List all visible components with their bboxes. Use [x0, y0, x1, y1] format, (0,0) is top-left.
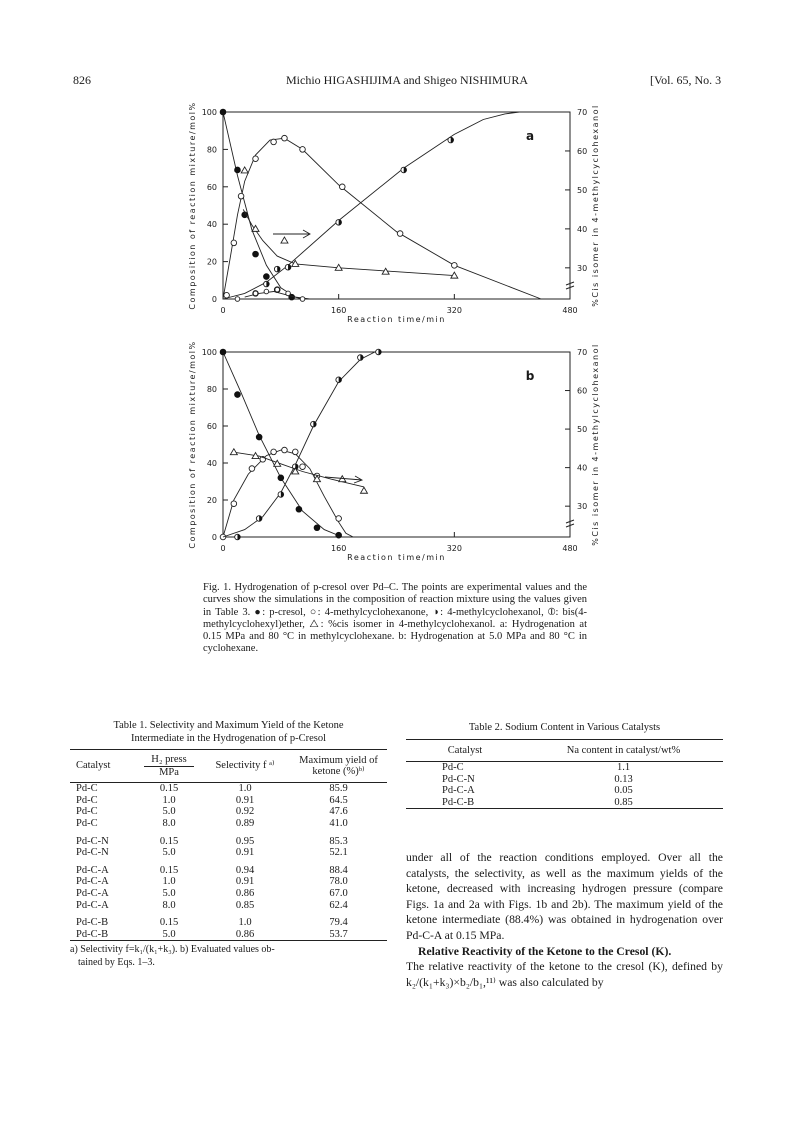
page-number: 826 [73, 73, 91, 87]
table-2-title: Table 2. Sodium Content in Various Catalysts [468, 722, 661, 733]
max-yield-cell: 41.0 [329, 817, 348, 829]
x-axis-label: Reaction time/min [347, 315, 446, 324]
data-point-open [235, 297, 240, 302]
catalyst-cell: Pd-C [76, 783, 98, 795]
x-axis-label: Reaction time/min [347, 553, 446, 562]
na-content-cell: 1.1 [616, 762, 631, 774]
data-point-open [238, 193, 244, 199]
data-point-filled [253, 251, 259, 257]
table-2-header-catalyst: Catalyst [447, 744, 483, 756]
selectivity-cell: 0.85 [235, 899, 255, 911]
data-point-filled [235, 167, 241, 173]
data-point-open [397, 231, 403, 237]
table-1-title-line2: Intermediate in the Hydrogenation of p-Cresol [130, 732, 327, 744]
selectivity-cell: 0.91 [235, 794, 255, 806]
data-point-triangle [230, 449, 237, 455]
data-point-triangle [360, 487, 367, 493]
pressure-cell: 0.15 [159, 864, 179, 876]
data-point-open [286, 291, 291, 296]
figure-caption-text: Hydrogenation of p-cresol over Pd–C. The points are experimental values and the curves show the simulations in the composition of reaction mixture using the values given in Table 3. ●: p-cresol, ○: 4-methylcyclohexanone, ◑: 4-methylcyclohexanol, ⦶: bis(4-methylcyclohexyl)ether, △: %cis isomer in 4-methylcyclohexanol. a: Hydrogenation at 0.15 MPa and 80 °C in methylcyclohexane. b: Hydrogenation at 5.0 MPa and 80 °C in cyclohexane. [203, 582, 587, 655]
table-row [70, 836, 387, 848]
y2-tick-label: 70 [577, 108, 588, 117]
na-content-cell: 0.13 [614, 773, 633, 785]
data-point-open [452, 263, 458, 269]
data-point-filled [296, 506, 302, 512]
catalyst-cell: Pd-C-B [76, 928, 109, 940]
pressure-cell: 1.0 [162, 794, 176, 806]
table-row [70, 929, 387, 941]
pressure-cell: 8.0 [162, 899, 176, 911]
data-point-filled [336, 532, 342, 538]
catalyst-cell: Pd-C-B [442, 796, 475, 808]
figure-1a [175, 100, 615, 340]
max-yield-cell: 52.1 [329, 847, 348, 859]
catalyst-cell: Pd-C-A [76, 876, 109, 888]
pressure-cell: 5.0 [162, 806, 176, 818]
pressure-cell: 5.0 [162, 928, 176, 940]
selectivity-cell: 0.94 [235, 864, 255, 876]
y2-tick-label: 30 [577, 263, 588, 273]
series-curve [243, 209, 454, 275]
catalyst-cell: Pd-C-N [76, 847, 109, 859]
table-row [70, 865, 387, 877]
selectivity-cell: 0.86 [235, 928, 255, 940]
table-1-title-line1: Table 1. Selectivity and Maximum Yield of the Ketone [113, 720, 344, 731]
catalyst-cell: Pd-C-A [442, 785, 475, 797]
data-point-open [253, 156, 259, 162]
data-point-filled [256, 434, 262, 440]
data-point-filled [235, 392, 241, 398]
y-tick-label: 60 [206, 422, 217, 431]
figure-1b [175, 340, 615, 570]
selectivity-cell: 1.0 [238, 783, 252, 795]
table-1-grid [70, 749, 387, 941]
selectivity-cell: 0.86 [235, 887, 255, 899]
table-row [70, 847, 387, 859]
data-point-open [271, 449, 277, 455]
max-yield-cell: 47.6 [329, 806, 348, 818]
data-point-open [275, 287, 280, 292]
max-yield-cell: 67.0 [329, 887, 348, 899]
data-point-open [249, 466, 255, 472]
y2-tick-label: 70 [577, 348, 588, 357]
data-point-open [253, 291, 258, 296]
table-1-footnote-line1: a) Selectivity f=k₁/(k₁+k₃). b) Evaluated values ob- [70, 944, 275, 956]
table-row [406, 762, 723, 774]
data-point-open [271, 139, 277, 145]
table-row [406, 797, 723, 809]
table-row [406, 785, 723, 797]
max-yield-cell: 64.5 [329, 794, 348, 806]
body-text [406, 850, 723, 990]
series-curve [223, 450, 353, 537]
selectivity-cell: 0.92 [235, 806, 255, 818]
x-tick-label: 160 [331, 544, 347, 553]
selectivity-cell: 0.95 [235, 835, 255, 847]
x-tick-label: 480 [562, 306, 578, 315]
catalyst-cell: Pd-C [442, 762, 464, 774]
catalyst-cell: Pd-C [76, 794, 98, 806]
data-point-open [339, 184, 345, 190]
data-point-filled [314, 525, 320, 531]
y-tick-label: 40 [206, 220, 217, 230]
table-1-header-press-unit: MPa [159, 766, 179, 778]
max-yield-cell: 78.0 [329, 876, 348, 888]
data-point-filled [220, 349, 226, 355]
series-curve [223, 138, 541, 299]
y-tick-label: 20 [206, 496, 217, 505]
catalyst-cell: Pd-C-A [76, 864, 109, 876]
running-header-authors: Michio HIGASHIJIMA and Shigeo NISHIMURA [286, 73, 528, 87]
catalyst-cell: Pd-C-A [76, 899, 109, 911]
y2-tick-label: 30 [577, 502, 588, 512]
y2-axis-label: %Cis isomer in 4-methylcyclohexanol [591, 104, 600, 307]
table-row [70, 818, 387, 830]
data-point-open [300, 297, 305, 302]
figure-caption [203, 582, 587, 656]
y-axis-label: Composition of reaction mixture/mol% [188, 101, 197, 310]
data-point-open [300, 147, 306, 153]
panel-label: b [525, 369, 535, 383]
catalyst-cell: Pd-C-B [76, 917, 109, 929]
table-row [70, 795, 387, 807]
table-row [406, 774, 723, 786]
max-yield-cell: 85.9 [329, 783, 348, 795]
max-yield-cell: 85.3 [329, 835, 348, 847]
table-row [70, 917, 387, 929]
table-row [70, 876, 387, 888]
section-heading: Relative Reactivity of the Ketone to the Cresol (K). [418, 944, 672, 958]
data-point-open [336, 516, 342, 522]
data-point-open [282, 447, 288, 453]
y-tick-label: 80 [206, 145, 217, 155]
data-point-open [300, 464, 306, 470]
table-2 [406, 722, 723, 809]
table-1-header-selectivity: Selectivity f ᵃ⁾ [215, 760, 275, 772]
x-tick-label: 160 [331, 306, 347, 315]
data-point-triangle [281, 237, 288, 243]
x-tick-label: 320 [446, 306, 462, 315]
catalyst-cell: Pd-C [76, 806, 98, 818]
data-point-filled [220, 109, 226, 115]
table-1 [70, 720, 387, 969]
table-2-grid [406, 739, 723, 810]
table-1-header-yield-line1: Maximum yield of [299, 754, 378, 766]
series-curve [223, 112, 310, 299]
y-tick-label: 80 [206, 385, 217, 394]
max-yield-cell: 79.4 [329, 917, 348, 929]
running-header-volume: [Vol. 65, No. 3 [650, 73, 722, 87]
max-yield-cell: 88.4 [329, 864, 348, 876]
table-row [70, 783, 387, 795]
chart-a-plot [175, 100, 615, 340]
y2-tick-label: 40 [577, 224, 588, 234]
table-1-header-press-top: H₂ press [144, 754, 194, 767]
data-point-filled [264, 274, 270, 280]
na-content-cell: 0.05 [614, 785, 633, 797]
table-row [70, 888, 387, 900]
catalyst-cell: Pd-C-N [442, 773, 475, 785]
plot-frame [223, 352, 570, 537]
table-1-footnote [70, 944, 387, 969]
x-tick-label: 0 [220, 544, 226, 553]
figure-caption-label: Fig. 1. [203, 582, 231, 593]
max-yield-cell: 53.7 [329, 928, 348, 940]
y2-tick-label: 50 [577, 185, 588, 195]
y-tick-label: 0 [211, 295, 217, 304]
y-tick-label: 100 [201, 108, 217, 117]
body-paragraph-1: under all of the reaction conditions employed. Over all the catalysts, the selectivity, as well as the maximum yields of the ketone, decreased with increasing hydrogen pressure (compare Figs. 1a and 2a with Figs. 1b and 2b). The maximum yield of the ketone intermediate (88.4%) was obtained in hydrogenation over Pd-C-A at 0.15 MPa. [406, 851, 723, 942]
table-1-header-yield-line2: ketone (%)ᵇ⁾ [312, 766, 365, 778]
selectivity-cell: 0.89 [235, 817, 255, 829]
catalyst-cell: Pd-C-N [76, 835, 109, 847]
data-point-open [231, 501, 237, 507]
table-2-body [406, 762, 723, 809]
selectivity-cell: 0.91 [235, 876, 255, 888]
pressure-cell: 0.15 [159, 917, 179, 929]
arrow-annotation [273, 230, 310, 238]
y2-axis-label: %Cis isomer in 4-methylcyclohexanol [591, 343, 600, 546]
selectivity-cell: 1.0 [238, 917, 252, 929]
data-point-triangle [241, 167, 248, 173]
table-1-body [70, 783, 387, 941]
max-yield-cell: 62.4 [329, 899, 348, 911]
x-tick-label: 0 [220, 306, 226, 315]
y-tick-label: 20 [206, 257, 217, 267]
x-tick-label: 320 [446, 544, 462, 553]
data-point-open [282, 135, 288, 141]
data-point-open [292, 449, 298, 455]
table-row [70, 900, 387, 912]
body-paragraph-2: The relative reactivity of the ketone to the cresol (K), defined by k₂/(k₁+k₃)×b₂/b₁,¹¹⁾ was also calculated by [406, 960, 723, 989]
y2-tick-label: 60 [577, 386, 588, 396]
y-tick-label: 40 [206, 459, 217, 468]
catalyst-cell: Pd-C [76, 817, 98, 829]
catalyst-cell: Pd-C-A [76, 887, 109, 899]
table-1-footnote-line2: tained by Eqs. 1–3. [78, 956, 155, 968]
data-point-open [231, 240, 237, 246]
y2-tick-label: 60 [577, 146, 588, 156]
chart-b-plot [175, 340, 615, 570]
y-tick-label: 100 [201, 348, 217, 357]
pressure-cell: 5.0 [162, 887, 176, 899]
y-axis-label: Composition of reaction mixture/mol% [188, 340, 197, 549]
table-1-header-press [138, 750, 200, 783]
y-tick-label: 60 [206, 182, 217, 192]
table-2-header-na: Na content in catalyst/wt% [566, 744, 681, 756]
series-curve [223, 352, 342, 537]
na-content-cell: 0.85 [614, 796, 633, 808]
pressure-cell: 5.0 [162, 847, 176, 859]
pressure-cell: 8.0 [162, 817, 176, 829]
data-point-filled [278, 475, 284, 481]
y2-tick-label: 40 [577, 463, 588, 473]
pressure-cell: 1.0 [162, 876, 176, 888]
y-tick-label: 0 [211, 533, 217, 542]
y2-tick-label: 50 [577, 425, 588, 435]
panel-label: a [525, 129, 535, 143]
table-1-header-yield [290, 750, 387, 783]
data-point-open [264, 289, 269, 294]
x-tick-label: 480 [562, 544, 578, 553]
pressure-cell: 0.15 [159, 783, 179, 795]
table-row [70, 806, 387, 818]
table-1-header-catalyst: Catalyst [76, 760, 111, 772]
pressure-cell: 0.15 [159, 835, 179, 847]
selectivity-cell: 0.91 [235, 847, 255, 859]
